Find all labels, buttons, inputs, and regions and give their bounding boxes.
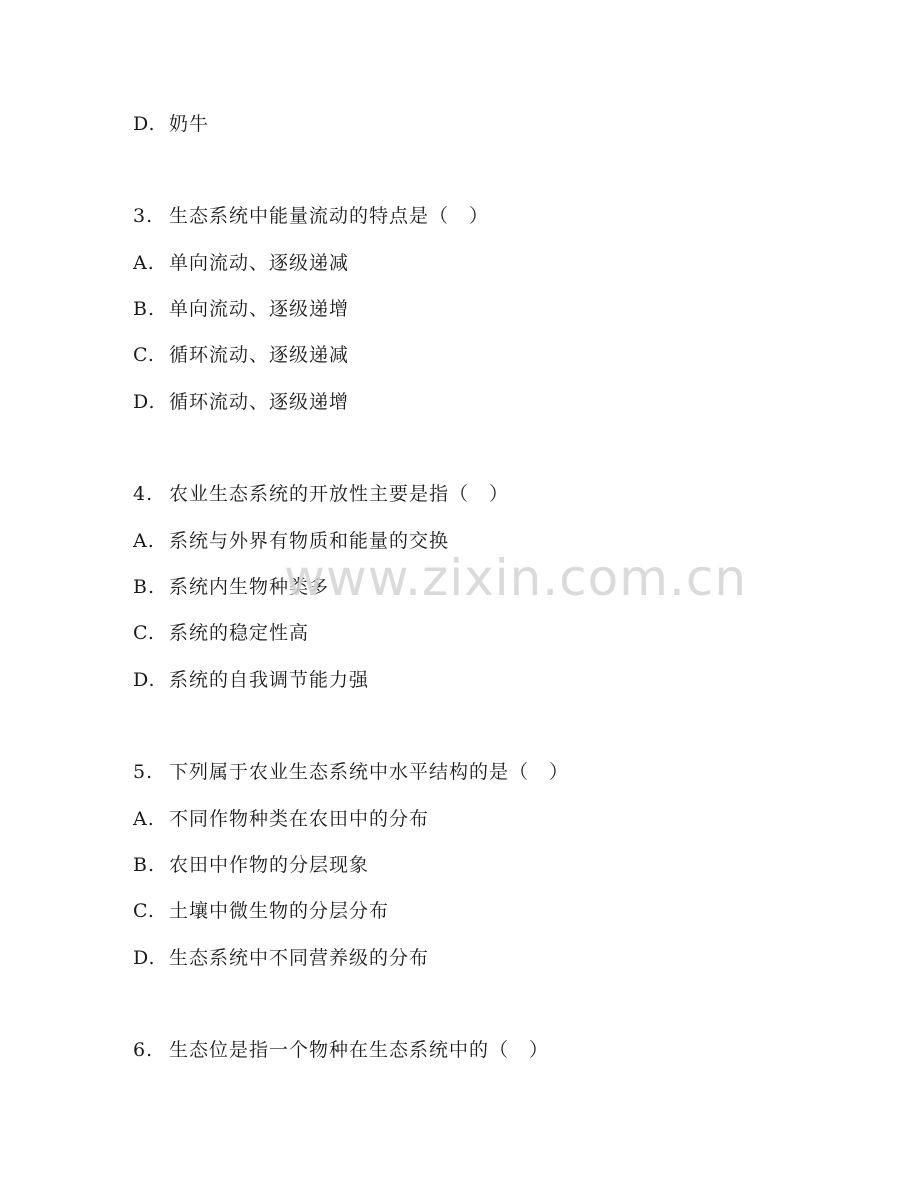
option-label: A.	[133, 808, 155, 830]
option-label: C.	[133, 900, 155, 922]
option-text: 系统的稳定性高	[169, 622, 310, 644]
option-label: C.	[133, 344, 155, 366]
option-q5-c	[133, 899, 389, 923]
option-q3-c	[133, 343, 349, 367]
option-text: 单向流动、逐级递增	[169, 298, 350, 320]
option-text: 循环流动、逐级递减	[169, 344, 350, 366]
question-number: 3.	[133, 205, 154, 227]
option-text: 系统的自我调节能力强	[169, 669, 370, 691]
question-6	[133, 1038, 549, 1062]
option-label: D.	[133, 391, 156, 413]
question-text: 生态位是指一个物种在生态系统中的（ ）	[169, 1039, 550, 1061]
question-text: 生态系统中能量流动的特点是（ ）	[169, 205, 490, 227]
option-text: 系统与外界有物质和能量的交换	[169, 530, 450, 552]
option-text: 生态系统中不同营养级的分布	[169, 947, 430, 969]
question-text: 下列属于农业生态系统中水平结构的是（ ）	[169, 761, 570, 783]
option-text: 单向流动、逐级递减	[169, 252, 350, 274]
option-q5-d	[133, 946, 429, 970]
option-text: 奶牛	[169, 113, 210, 135]
option-label: A.	[133, 530, 155, 552]
option-q4-c	[133, 621, 309, 645]
option-text: 循环流动、逐级递增	[169, 391, 350, 413]
question-number: 6.	[133, 1039, 154, 1061]
option-q3-a	[133, 251, 349, 275]
option-label: D.	[133, 113, 156, 135]
option-text: 农田中作物的分层现象	[169, 854, 370, 876]
option-label: D.	[133, 947, 156, 969]
option-label: B.	[133, 298, 156, 320]
question-5	[133, 760, 569, 784]
option-label: B.	[133, 576, 156, 598]
option-label: B.	[133, 854, 156, 876]
option-q5-b	[133, 853, 369, 877]
option-q4-d	[133, 668, 369, 692]
option-label: D.	[133, 669, 156, 691]
question-3	[133, 204, 489, 228]
option-text: 土壤中微生物的分层分布	[169, 900, 390, 922]
question-text: 农业生态系统的开放性主要是指（ ）	[169, 483, 510, 505]
watermark: www.zixin.com.cn	[284, 549, 748, 607]
option-text: 系统内生物种类多	[169, 576, 330, 598]
option-q2-d	[133, 112, 209, 136]
option-q5-a	[133, 807, 429, 831]
option-q3-b	[133, 297, 349, 321]
question-number: 5.	[133, 761, 154, 783]
question-number: 4.	[133, 483, 154, 505]
option-label: C.	[133, 622, 155, 644]
option-text: 不同作物种类在农田中的分布	[169, 808, 430, 830]
question-4	[133, 482, 509, 506]
option-label: A.	[133, 252, 155, 274]
option-q3-d	[133, 390, 349, 414]
